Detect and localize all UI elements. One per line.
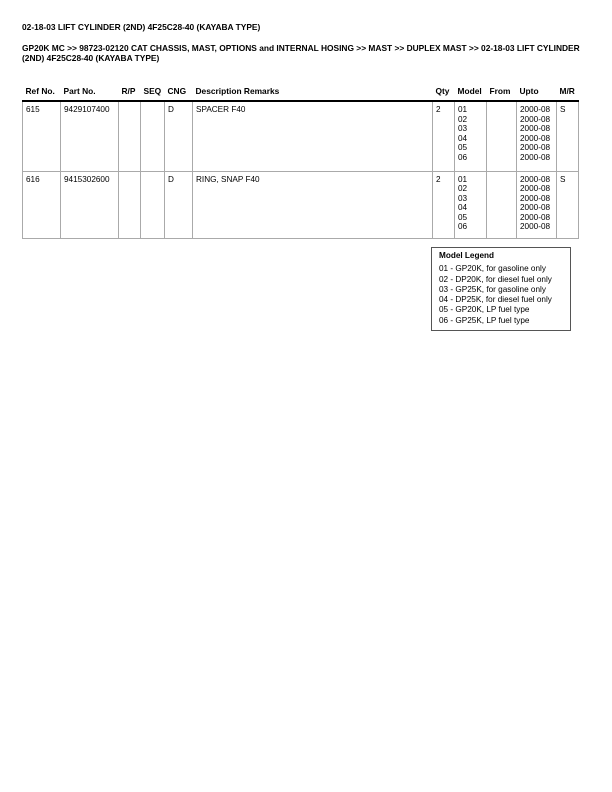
model-code: 01 xyxy=(458,105,468,114)
models xyxy=(455,101,487,171)
col-header-qty: Qty xyxy=(433,84,455,101)
cng: D xyxy=(165,171,193,238)
mr: S xyxy=(557,171,579,238)
qty: 2 xyxy=(433,101,455,171)
seq xyxy=(141,171,165,238)
model-code: 03 xyxy=(458,193,468,203)
description: SPACER F40 xyxy=(193,101,433,171)
col-header-desc: Description Remarks xyxy=(193,84,433,101)
legend-item: 02 - DP20K, for diesel fuel only xyxy=(439,274,552,284)
col-header-part: Part No. xyxy=(61,84,119,101)
model-code: 04 xyxy=(458,203,468,213)
upto-date: 2000-08 xyxy=(520,203,551,213)
model-code: 05 xyxy=(458,143,468,153)
breadcrumb: GP20K MC >> 98723-02120 CAT CHASSIS, MAST, OPTIONS and INTERNAL HOSING >> MAST >> DUPLEX MAST >> 02-18-03 LIFT CYLINDER (2ND) 4F25C28-40 (KAYABA TYPE) xyxy=(22,43,580,63)
cng: D xyxy=(165,101,193,171)
ref-no: 616 xyxy=(23,171,61,238)
page-title: 02-18-03 LIFT CYLINDER (2ND) 4F25C28-40 (KAYABA TYPE) xyxy=(22,22,261,32)
upto-date: 2000-08 xyxy=(520,124,551,134)
mr: S xyxy=(557,101,579,171)
legend-item: 03 - GP25K, for gasoline only xyxy=(439,284,546,294)
model-code: 03 xyxy=(458,124,468,134)
upto-date: 2000-08 xyxy=(520,184,551,194)
part-no: 9429107400 xyxy=(61,101,119,171)
upto-date: 2000-08 xyxy=(520,143,551,153)
model-code: 01 xyxy=(458,174,468,184)
col-header-from: From xyxy=(487,84,517,101)
upto xyxy=(517,171,557,238)
legend-item: 01 - GP20K, for gasoline only xyxy=(439,264,546,274)
rp xyxy=(119,171,141,238)
model-code: 04 xyxy=(458,133,468,143)
from xyxy=(487,171,517,238)
upto-date: 2000-08 xyxy=(520,174,551,184)
model-code: 05 xyxy=(458,212,468,222)
ref-no: 615 xyxy=(23,101,61,171)
col-header-ref: Ref No. xyxy=(23,84,61,101)
model-legend xyxy=(431,247,571,331)
parts-table xyxy=(22,84,579,239)
table-header xyxy=(23,84,579,101)
upto-date: 2000-08 xyxy=(520,222,551,232)
upto-date: 2000-08 xyxy=(520,105,551,114)
col-header-cng: CNG xyxy=(165,84,193,101)
models xyxy=(455,171,487,238)
upto-date: 2000-08 xyxy=(520,193,551,203)
upto xyxy=(517,101,557,171)
table-row xyxy=(23,171,579,238)
qty: 2 xyxy=(433,171,455,238)
from xyxy=(487,101,517,171)
description: RING, SNAP F40 xyxy=(193,171,433,238)
upto-date: 2000-08 xyxy=(520,152,551,162)
model-code: 06 xyxy=(458,222,468,232)
col-header-upto: Upto xyxy=(517,84,557,101)
table-row xyxy=(23,101,579,171)
col-header-model: Model xyxy=(455,84,487,101)
legend-item: 04 - DP25K, for diesel fuel only xyxy=(439,295,552,305)
model-code: 02 xyxy=(458,114,468,124)
col-header-seq: SEQ xyxy=(141,84,165,101)
upto-date: 2000-08 xyxy=(520,133,551,143)
seq xyxy=(141,101,165,171)
upto-date: 2000-08 xyxy=(520,212,551,222)
legend-title: Model Legend xyxy=(439,251,495,260)
upto-date: 2000-08 xyxy=(520,114,551,124)
model-code: 02 xyxy=(458,184,468,194)
model-code: 06 xyxy=(458,152,468,162)
part-no: 9415302600 xyxy=(61,171,119,238)
legend-item: 05 - GP20K, LP fuel type xyxy=(439,305,530,315)
rp xyxy=(119,101,141,171)
col-header-mr: M/R xyxy=(557,84,579,101)
legend-item: 06 - GP25K, LP fuel type xyxy=(439,315,530,325)
col-header-rp: R/P xyxy=(119,84,141,101)
